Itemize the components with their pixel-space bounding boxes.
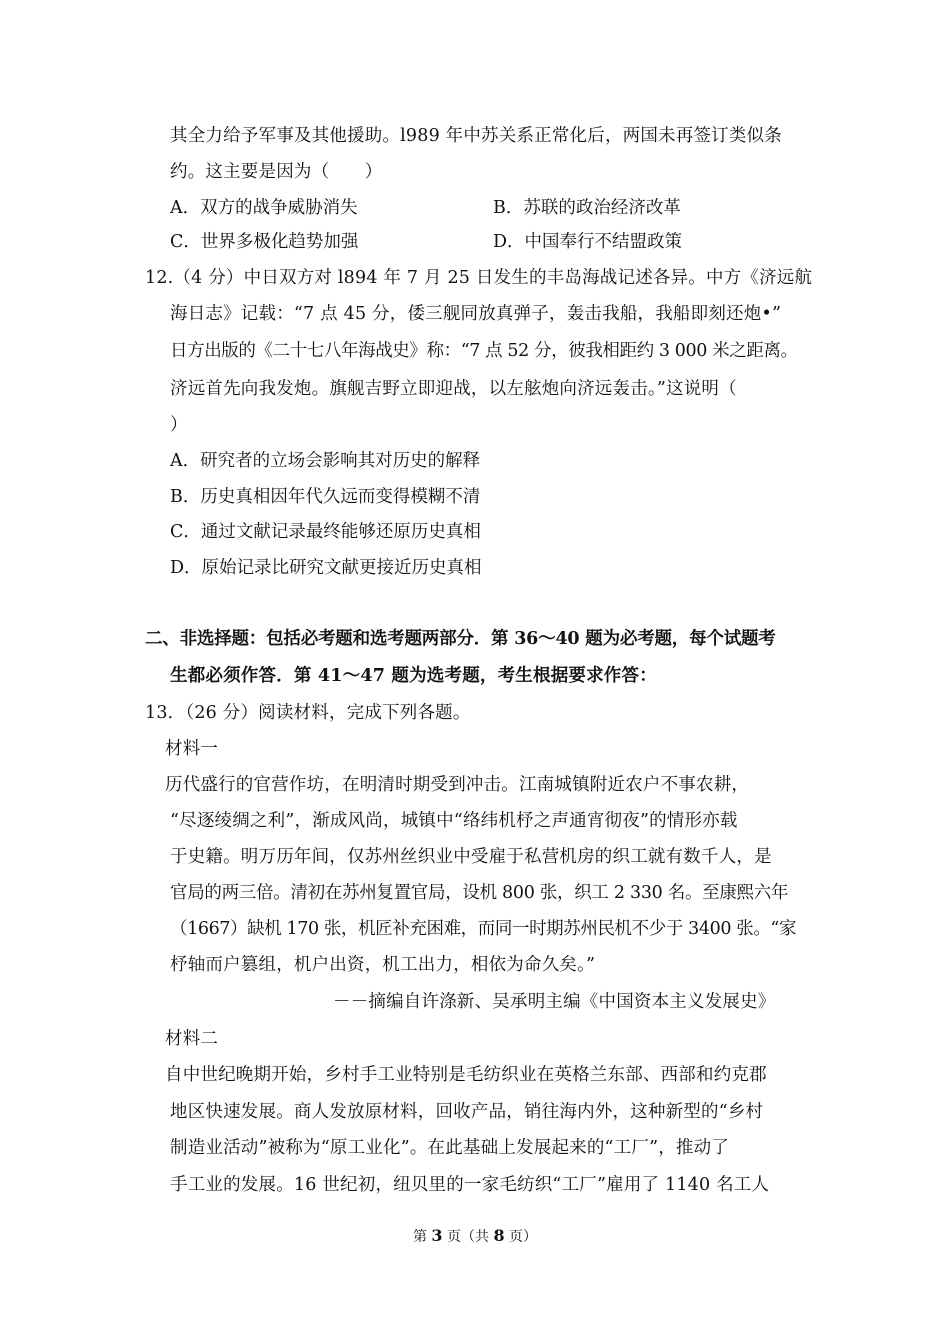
q11-text-line-1: 其全力给予军事及其他援助。l989 年中苏关系正常化后，两国未再签订类似条 <box>170 126 782 146</box>
q13-header: 13．（26 分）阅读材料，完成下列各题。 <box>145 703 471 723</box>
q11-option-a: A．双方的战争威胁消失 <box>170 198 358 218</box>
q12-text-line-5: ） <box>170 415 188 435</box>
material-1-title: 材料一 <box>165 739 219 759</box>
q11-option-c: C．世界多极化趋势加强 <box>170 232 359 252</box>
footer-page-number: 3 <box>431 1226 443 1245</box>
material-1-line-1: 历代盛行的官营作坊，在明清时期受到冲击。江南城镇附近农户不事农耕， <box>165 775 750 795</box>
footer-middle: 页（共 <box>442 1229 494 1245</box>
q12-option-c: C．通过文献记录最终能够还原历史真相 <box>170 522 481 542</box>
section-2-heading-line-2: 生都必须作答．第 41～47 题为选考题，考生根据要求作答： <box>170 666 657 686</box>
material-2-line-3: 制造业活动”被称为“原工业化”。在此基础上发展起来的“工厂”，推动了 <box>170 1138 730 1158</box>
material-1-source: －－摘编自许涤新、吴承明主编《中国资本主义发展史》 <box>333 992 776 1012</box>
footer-suffix: 页） <box>504 1229 538 1245</box>
q12-option-a: A．研究者的立场会影响其对历史的解释 <box>170 451 481 471</box>
material-2-line-2: 地区快速发展。商人发放原材料，回收产品，销往海内外，这种新型的“乡村 <box>170 1102 764 1122</box>
footer-prefix: 第 <box>412 1229 432 1245</box>
q11-option-d: D．中国奉行不结盟政策 <box>493 232 683 252</box>
footer-total-pages: 8 <box>493 1226 505 1245</box>
material-1-line-6: 杼轴而户篡组，机户出资，机工出力，相依为命久矣。” <box>170 955 596 975</box>
page-footer <box>0 1226 950 1247</box>
material-2-title: 材料二 <box>165 1029 219 1049</box>
q12-option-b: B．历史真相因年代久远而变得模糊不清 <box>170 487 481 507</box>
q11-text-line-2: 约。这主要是因为（ ） <box>170 162 383 182</box>
q12-text-line-2: 海日志》记载：“7 点 45 分，倭三舰同放真弹子，轰击我船，我船即刻还炮•” <box>170 304 782 324</box>
q12-text-line-4: 济远首先向我发炮。旗舰吉野立即迎战，以左舷炮向济远轰击。”这说明（ <box>170 379 737 399</box>
material-1-line-4: 官局的两三倍。清初在苏州复置官局，设机 800 张，织工 2 330 名。至康熙六年 <box>170 883 789 903</box>
material-1-line-3: 于史籍。明万历年间，仅苏州丝织业中受雇于私营机房的织工就有数千人，是 <box>170 847 772 867</box>
q12-text-line-3: 日方出版的《二十七八年海战史》称：“7 点 52 分，彼我相距约 3 000 米之距离。 <box>170 341 798 361</box>
material-2-line-4: 手工业的发展。16 世纪初，纽贝里的一家毛纺织“工厂”雇用了 1140 名工人 <box>170 1175 770 1195</box>
q12-text-line-1: 12.（4 分）中日双方对 l894 年 7 月 25 日发生的丰岛海战记述各异。中方《济远航 <box>145 268 813 288</box>
material-1-line-5: （1667）缺机 170 张，机匠补充困难，而同一时期苏州民机不少于 3400 张。“家 <box>170 919 797 939</box>
material-1-line-2: “尽逐绫绸之利”，渐成风尚，城镇中“络纬机杼之声通宵彻夜”的情形亦载 <box>170 811 738 831</box>
q12-option-d: D．原始记录比研究文献更接近历史真相 <box>170 558 482 578</box>
section-2-heading-line-1: 二、非选择题：包括必考题和选考题两部分．第 36～40 题为必考题，每个试题考 <box>145 629 776 649</box>
q11-option-b: B．苏联的政治经济改革 <box>493 198 681 218</box>
material-2-line-1: 自中世纪晚期开始，乡村手工业特别是毛纺织业在英格兰东部、西部和约克郡 <box>165 1065 767 1085</box>
